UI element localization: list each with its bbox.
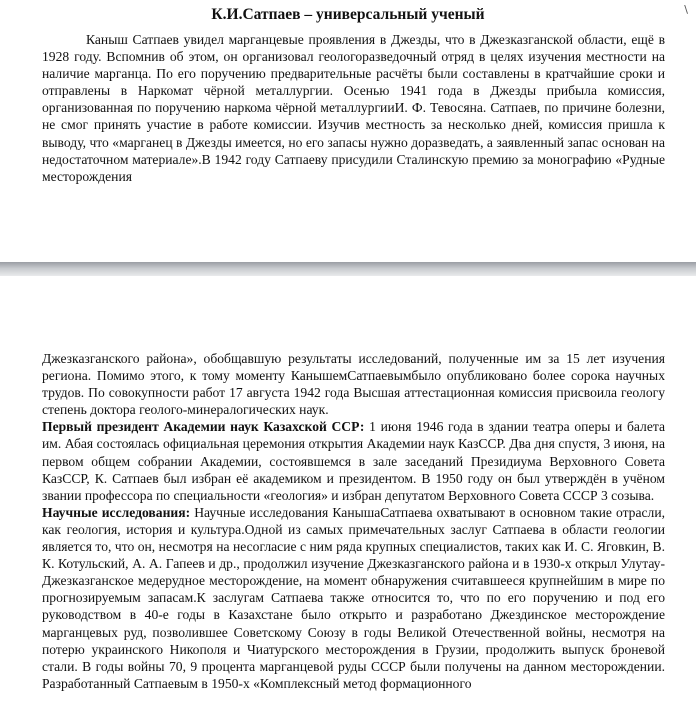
continuation-paragraph: Джезказганского района», обобщавшую результаты исследований, полученные им за 15 лет изучения региона. Помимо этого, к тому моменту КанышемСатпаевымбыло опубликовано более сорока научных трудов. По совокупности работ 17 августа 1942 года Высшая аттестационная комиссия присвоила геологу степень доктора геолого-минералогических наук. — [42, 351, 665, 418]
document-page-2 — [0, 276, 696, 720]
corner-mark: \ — [684, 3, 688, 16]
research-heading: Научные исследования: — [42, 504, 191, 520]
president-heading: Первый президент Академии наук Казахской ССР: — [42, 419, 365, 435]
research-text: Научные исследования КанышаСатпаева охватывают в основном такие отрасли, как геология, история и культура.Одной из самых примечательных заслуг Сатпаева в области геологии является то, что он, несмотря на несогласие с ним ряда крупных специалистов, таких как И. С. Яговкин, В. К. Котульский, А. А. Гапеев и др., продолжил изучение Джезказганского района и в 1930-х открыл Улутау-Джезказганское медерудное месторождение, на момент обнаружения считавшееся крупнейшим в мире по прогнозируемым запасам.К заслугам Сатпаева также относится то, что по его поручению и под его руководством в 40-е годы в Казахстане было открыто и разработано Джездинское месторождение марганцевых руд, позволившее Советскому Союзу в годы Великой Отечественной войны, несмотря на потерю украинского Никополя и Чиатурского месторождения в Грузии, продолжить выпуск броневой стали. В годы войны 70, 9 процента марганцевой руды СССР были получены на данном месторождении. Разработанный Сатпаевым в 1950-х «Комплексный метод формационного — [42, 504, 666, 691]
president-paragraph — [42, 418, 665, 503]
research-paragraph — [42, 504, 665, 692]
page-2-body — [42, 350, 665, 692]
page-break-gap — [0, 262, 696, 276]
document-title: К.И.Сатпаев – универсальный ученый — [211, 6, 485, 23]
intro-paragraph: Каныш Сатпаев увидел марганцевые проявления в Джезды, что в Джезказганской области, ещё в 1928 году. Вспомнив об этом, он организовал геологоразведочный отряд в целях изучения местности на наличие марганца. По его поручению предварительные расчёты были составлены в кратчайшие сроки и отправлены в Наркомат чёрной металлургии. Осенью 1941 года в Джезды прибыла комиссия, организованная по поручению наркома чёрной металлургииИ. Ф. Тевосяна. Сатпаев, по причине болезни, не смог принять участие в работе комиссии. Изучив местность за несколько дней, комиссия пришла к выводу, что «марганец в Джезды имеется, но его запасы нужно доразведать, а заявленный запас основан на недостаточном материале».В 1942 году Сатпаеву присудили Сталинскую премию за монографию «Рудные месторождения — [42, 32, 665, 184]
document-page-1 — [0, 0, 696, 262]
president-text: 1 июня 1946 года в здании театра оперы и балета им. Абая состоялась официальная церемония открытия Академии наук КазССР. Два дня спустя, 3 июня, на первом общем собрании Академии, состоявшемся в зале заседаний Президиума Верховного Совета КазССР, К. Сатпаев был избран её академиком и президентом. В 1950 году он был утверждён в учёном звании профессора по специальности «геология» и избран депутатом Верховного Совета СССР 3 созыва. — [42, 419, 666, 503]
page-1-body — [42, 31, 665, 185]
